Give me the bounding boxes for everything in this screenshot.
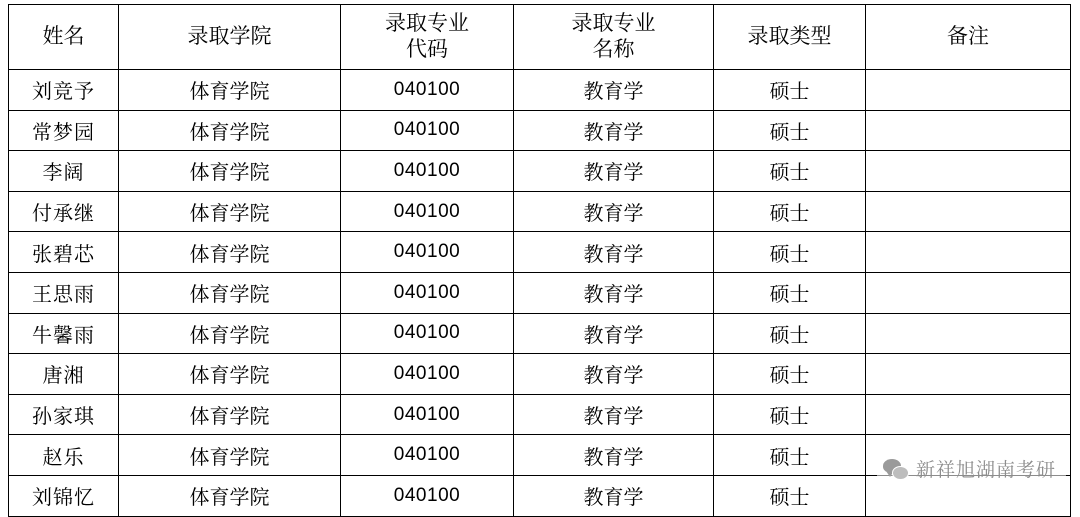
cell-type: 硕士 xyxy=(714,313,866,354)
cell-major-name: 教育学 xyxy=(514,313,714,354)
cell-name: 刘竞予 xyxy=(9,70,119,111)
cell-type: 硕士 xyxy=(714,191,866,232)
column-header-college xyxy=(119,5,341,70)
cell-major-name: 教育学 xyxy=(514,354,714,395)
cell-major-code: 040100 xyxy=(341,191,514,232)
cell-name: 牛馨雨 xyxy=(9,313,119,354)
cell-major-name: 教育学 xyxy=(514,110,714,151)
cell-college: 体育学院 xyxy=(119,110,341,151)
cell-major-name: 教育学 xyxy=(514,191,714,232)
cell-name: 付承继 xyxy=(9,191,119,232)
cell-type: 硕士 xyxy=(714,110,866,151)
cell-remark xyxy=(866,475,1071,516)
cell-major-name: 教育学 xyxy=(514,151,714,192)
cell-name: 常梦园 xyxy=(9,110,119,151)
table-row xyxy=(9,394,1071,435)
header-line: 录取专业 xyxy=(385,11,469,36)
document-sheet xyxy=(8,4,1070,517)
cell-college: 体育学院 xyxy=(119,475,341,516)
cell-major-name: 教育学 xyxy=(514,70,714,111)
table-row xyxy=(9,272,1071,313)
cell-college: 体育学院 xyxy=(119,272,341,313)
cell-name: 孙家琪 xyxy=(9,394,119,435)
cell-remark xyxy=(866,70,1071,111)
cell-name: 李阔 xyxy=(9,151,119,192)
table-row xyxy=(9,475,1071,516)
cell-name: 王思雨 xyxy=(9,272,119,313)
column-header-type xyxy=(714,5,866,70)
cell-college: 体育学院 xyxy=(119,70,341,111)
cell-name: 张碧芯 xyxy=(9,232,119,273)
cell-name: 赵乐 xyxy=(9,435,119,476)
cell-type: 硕士 xyxy=(714,272,866,313)
cell-remark xyxy=(866,151,1071,192)
cell-college: 体育学院 xyxy=(119,394,341,435)
cell-major-name: 教育学 xyxy=(514,272,714,313)
cell-type: 硕士 xyxy=(714,354,866,395)
cell-college: 体育学院 xyxy=(119,191,341,232)
cell-major-name: 教育学 xyxy=(514,475,714,516)
table-body xyxy=(9,70,1071,517)
cell-major-code: 040100 xyxy=(341,151,514,192)
cell-college: 体育学院 xyxy=(119,435,341,476)
cell-major-name: 教育学 xyxy=(514,232,714,273)
cell-major-code: 040100 xyxy=(341,435,514,476)
header-line: 录取专业 xyxy=(571,11,656,36)
table-row xyxy=(9,435,1071,476)
cell-remark xyxy=(866,232,1071,273)
header-row xyxy=(9,5,1071,70)
table-row xyxy=(9,191,1071,232)
cell-major-code: 040100 xyxy=(341,232,514,273)
column-header-major-code xyxy=(341,5,514,70)
cell-type: 硕士 xyxy=(714,475,866,516)
cell-remark xyxy=(866,435,1071,476)
table-row xyxy=(9,232,1071,273)
header-line: 代码 xyxy=(406,37,448,61)
cell-major-code: 040100 xyxy=(341,313,514,354)
table-row xyxy=(9,151,1071,192)
table-row xyxy=(9,354,1071,395)
cell-type: 硕士 xyxy=(714,435,866,476)
column-header-name xyxy=(9,5,119,70)
header-line: 录取学院 xyxy=(187,24,272,49)
cell-college: 体育学院 xyxy=(119,232,341,273)
header-line: 名称 xyxy=(592,37,635,61)
cell-name: 唐湘 xyxy=(9,354,119,395)
admission-table xyxy=(8,4,1071,517)
cell-remark xyxy=(866,354,1071,395)
cell-remark xyxy=(866,394,1071,435)
header-line: 录取类型 xyxy=(747,24,832,49)
cell-type: 硕士 xyxy=(714,70,866,111)
table-row xyxy=(9,70,1071,111)
cell-remark xyxy=(866,272,1071,313)
watermark-text: 新祥旭湖南考研 xyxy=(915,460,1056,481)
cell-remark xyxy=(866,191,1071,232)
column-header-major-name xyxy=(514,5,714,70)
cell-type: 硕士 xyxy=(714,394,866,435)
cell-remark xyxy=(866,313,1071,354)
header-line: 姓名 xyxy=(42,24,85,49)
header-line: 备注 xyxy=(947,24,989,49)
cell-type: 硕士 xyxy=(714,232,866,273)
cell-major-name: 教育学 xyxy=(514,394,714,435)
cell-major-code: 040100 xyxy=(341,110,514,151)
cell-college: 体育学院 xyxy=(119,313,341,354)
cell-remark xyxy=(866,110,1071,151)
cell-major-code: 040100 xyxy=(341,272,514,313)
table-header xyxy=(9,5,1071,70)
cell-major-code: 040100 xyxy=(341,354,514,395)
cell-name: 刘锦忆 xyxy=(9,475,119,516)
cell-college: 体育学院 xyxy=(119,151,341,192)
cell-major-name: 教育学 xyxy=(514,435,714,476)
cell-major-code: 040100 xyxy=(341,70,514,111)
cell-type: 硕士 xyxy=(714,151,866,192)
cell-college: 体育学院 xyxy=(119,354,341,395)
cell-major-code: 040100 xyxy=(341,475,514,516)
column-header-remark xyxy=(866,5,1071,70)
table-row xyxy=(9,313,1071,354)
cell-major-code: 040100 xyxy=(341,394,514,435)
table-row xyxy=(9,110,1071,151)
